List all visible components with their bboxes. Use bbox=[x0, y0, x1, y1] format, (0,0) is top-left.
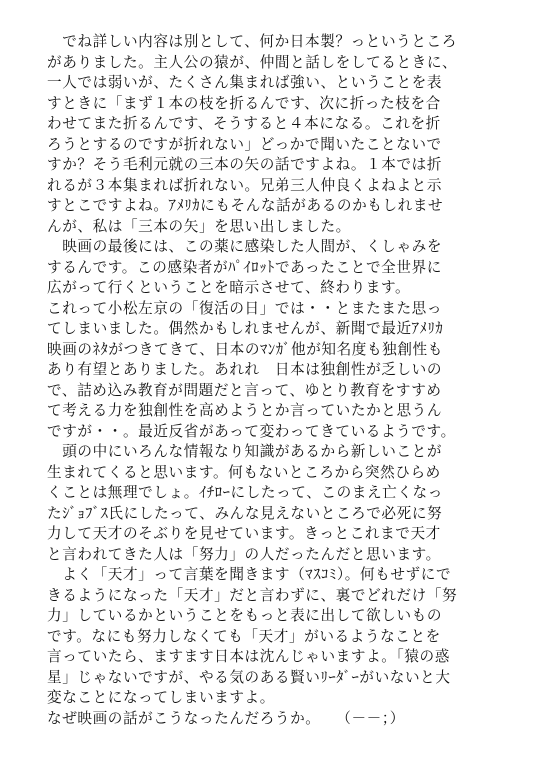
text-line: 言っていたら、ますます日本は沈んじゃいますよ。「猿の惑 bbox=[47, 648, 450, 665]
text-line: よく「天才」って言葉を聞きます（ﾏｽｺﾐ）。何もせずにで bbox=[47, 566, 452, 583]
text-line: 頭の中にいろんな情報なり知識があるから新しいことが bbox=[47, 443, 443, 460]
text-line: あり有望とありました。あれれ 日本は独創性が乏しいの bbox=[47, 361, 443, 378]
text-line: すときに「まず１本の枝を折るんです、次に折った枝を合 bbox=[47, 94, 441, 112]
text-line: 映画の最後には、この薬に感染した人間が、くしゃみを bbox=[47, 238, 443, 255]
text-line: ろうとするのですが折れない」どっかで聞いたことないで bbox=[47, 135, 442, 153]
text-line: て考える力を独創性を高めようとか言っていたかと思うん bbox=[47, 402, 443, 419]
text-line: きるようになった「天才」だと言わずに、裏でどれだけ「努 bbox=[47, 586, 458, 604]
text-line: 一人では弱いが、たくさん集まれば強い、ということを表 bbox=[47, 74, 443, 91]
text-line: するんです。この感染者がﾊﾟｲﾛｯﾄであったことで全世界に bbox=[47, 258, 442, 276]
text-line: くことは無理でしょ。ｲﾁﾛｰにしたって、このまえ亡くなっ bbox=[47, 484, 443, 501]
text-line: で、詰め込み教育が問題だと言って、ゆとり教育をすすめ bbox=[47, 381, 442, 399]
text-line: ですが・・。最近反省があって変わってきているようです。 bbox=[47, 422, 456, 440]
text-line: でね詳しい内容は別として、何か日本製？っというところ bbox=[47, 33, 457, 50]
text-line: 変なことになってしまいますよ。 bbox=[47, 689, 275, 706]
text-line: 力」しているかということをもっと表に出して欲しいもの bbox=[47, 607, 443, 624]
text-line: たｼﾞｮﾌﾞｽ氏にしたって、みんな見えないところで必死に努 bbox=[47, 504, 443, 522]
text-line: なぜ映画の話がこうなったんだろうか。 （－－；） bbox=[47, 709, 405, 727]
text-line: すか？そう毛利元就の三本の矢の話ですよね。１本では折 bbox=[47, 156, 443, 173]
text-line: んが、私は「三本の矢」を思い出しました。 bbox=[47, 217, 351, 235]
text-line: 力して天才のそぶりを見せています。きっとこれまで天才 bbox=[47, 525, 441, 542]
document-body bbox=[47, 32, 507, 729]
text-line: がありました。主人公の猿が、仲間と話しをしてるときに、 bbox=[47, 53, 458, 71]
text-line: 星」じゃないですが、やる気のある賢いﾘｰﾀﾞｰがいないと大 bbox=[47, 668, 451, 686]
text-line: すとこですよね。ｱﾒﾘｶにもそんな話があるのかもしれませ bbox=[47, 197, 444, 214]
text-line: 生まれてくると思います。何もないところから突然ひらめ bbox=[47, 463, 441, 481]
text-line: これって小松左京の「復活の日」では・・とまたまた思っ bbox=[47, 299, 443, 317]
text-line: てしまいました。偶然かもしれませんが、新聞で最近ｱﾒﾘｶ bbox=[47, 320, 444, 337]
text-line: と言われてきた人は「努力」の人だったんだと思います。 bbox=[47, 545, 441, 563]
text-line: わせてまた折るんです、そうすると４本になる。これを折 bbox=[47, 115, 441, 132]
text-line: 映画のﾈﾀがつきてきて、日本のﾏﾝｶﾞ他が知名度も独創性も bbox=[47, 340, 443, 358]
text-line: 広がって行くということを暗示させて、終わります。 bbox=[47, 279, 411, 296]
text-line: れるが３本集まれば折れない。兄弟三人仲良くよねよと示 bbox=[47, 176, 443, 194]
text-line: です。なにも努力しなくても「天才」がいるようなことを bbox=[47, 627, 441, 645]
